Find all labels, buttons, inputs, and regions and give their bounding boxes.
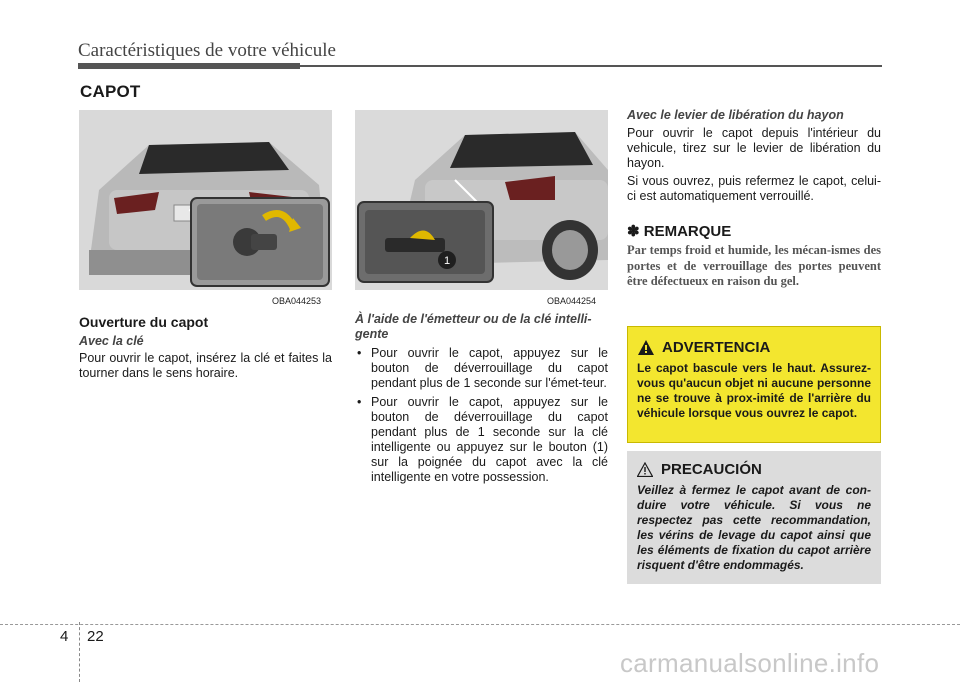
page-number-divider [79,622,80,682]
text-with-key: Pour ouvrir le capot, insérez la clé et faites la tourner dans le sens horaire. [79,351,332,380]
caution-title: PRECAUCIÓN [661,461,762,478]
figure-key-lock-image [79,110,332,290]
bullet-item: • Pour ouvrir le capot, appuyez sur le bouton de déverrouillage du capot pendant plus de 1 seconde sur la clé intelligente ou appuyez sur le bouton (1) sur la poignée du capot avec la clé intelligente en votre possession. [355,395,608,485]
smart-key-bullet-list [355,346,608,489]
subheading-with-key: Avec la clé [79,334,144,348]
callout-number: 1 [443,255,451,267]
caution-text: Veillez à fermez le capot avant de con-duire votre véhicule. Si vous ne respectez pas cette recommandation, les vérins de levage du capot ainsi que les éléments de fixation du capot arrière risquent d'être endommagés. [637,483,871,572]
bullet-item: • Pour ouvrir le capot, appuyez sur le bouton de déverrouillage du capot pendant plus de 1 seconde sur l'émet-teur. [355,346,608,391]
chapter-number: 4 [60,628,69,645]
heading-hood-opening: Ouverture du capot [79,314,209,330]
subheading-smart-key: À l'aide de l'émetteur ou de la clé intelli-gente [355,312,592,341]
page-number: 22 [87,628,104,645]
figure-smart-key-image [355,110,608,290]
caution-box [627,451,881,584]
text-tailgate-lever: Pour ouvrir le capot depuis l'intérieur du vehicule, tirez sur le levier de libération du hayon. [627,126,881,170]
remark-text: Par temps froid et humide, les mécan-ismes des portes et de verrouillage des portes peuvent être défectueux en raison du gel. [627,243,881,288]
car-rear-key-illustration [79,110,332,290]
watermark-text: carmanualsonline.info [620,648,880,678]
figure-code-left: OBA044253 [272,296,322,306]
text-auto-lock: Si vous ouvrez, puis refermez le capot, celui-ci est automatiquement verrouillé. [627,174,881,203]
figure-code-right: OBA044254 [547,296,597,306]
header-accent-bar [78,63,300,69]
caution-triangle-icon [637,462,653,477]
subheading-tailgate-lever: Avec le levier de libération du hayon [627,108,844,122]
remark-title: ✽ REMARQUE [627,223,732,240]
section-title: CAPOT [80,82,141,101]
warning-box [627,326,881,443]
warning-text: Le capot bascule vers le haut. Assurez-vous qu'aucun objet ni aucune personne ne se trouve à prox-imité de l'arrière du véhicule lorsque vous ouvrez le capot. [637,361,871,420]
warning-triangle-icon [638,340,654,355]
chapter-header-title: Caractéristiques de votre véhicule [78,40,336,61]
warning-title: ADVERTENCIA [662,339,771,356]
footer-divider [0,624,960,625]
car-rear-button-illustration [355,110,608,290]
